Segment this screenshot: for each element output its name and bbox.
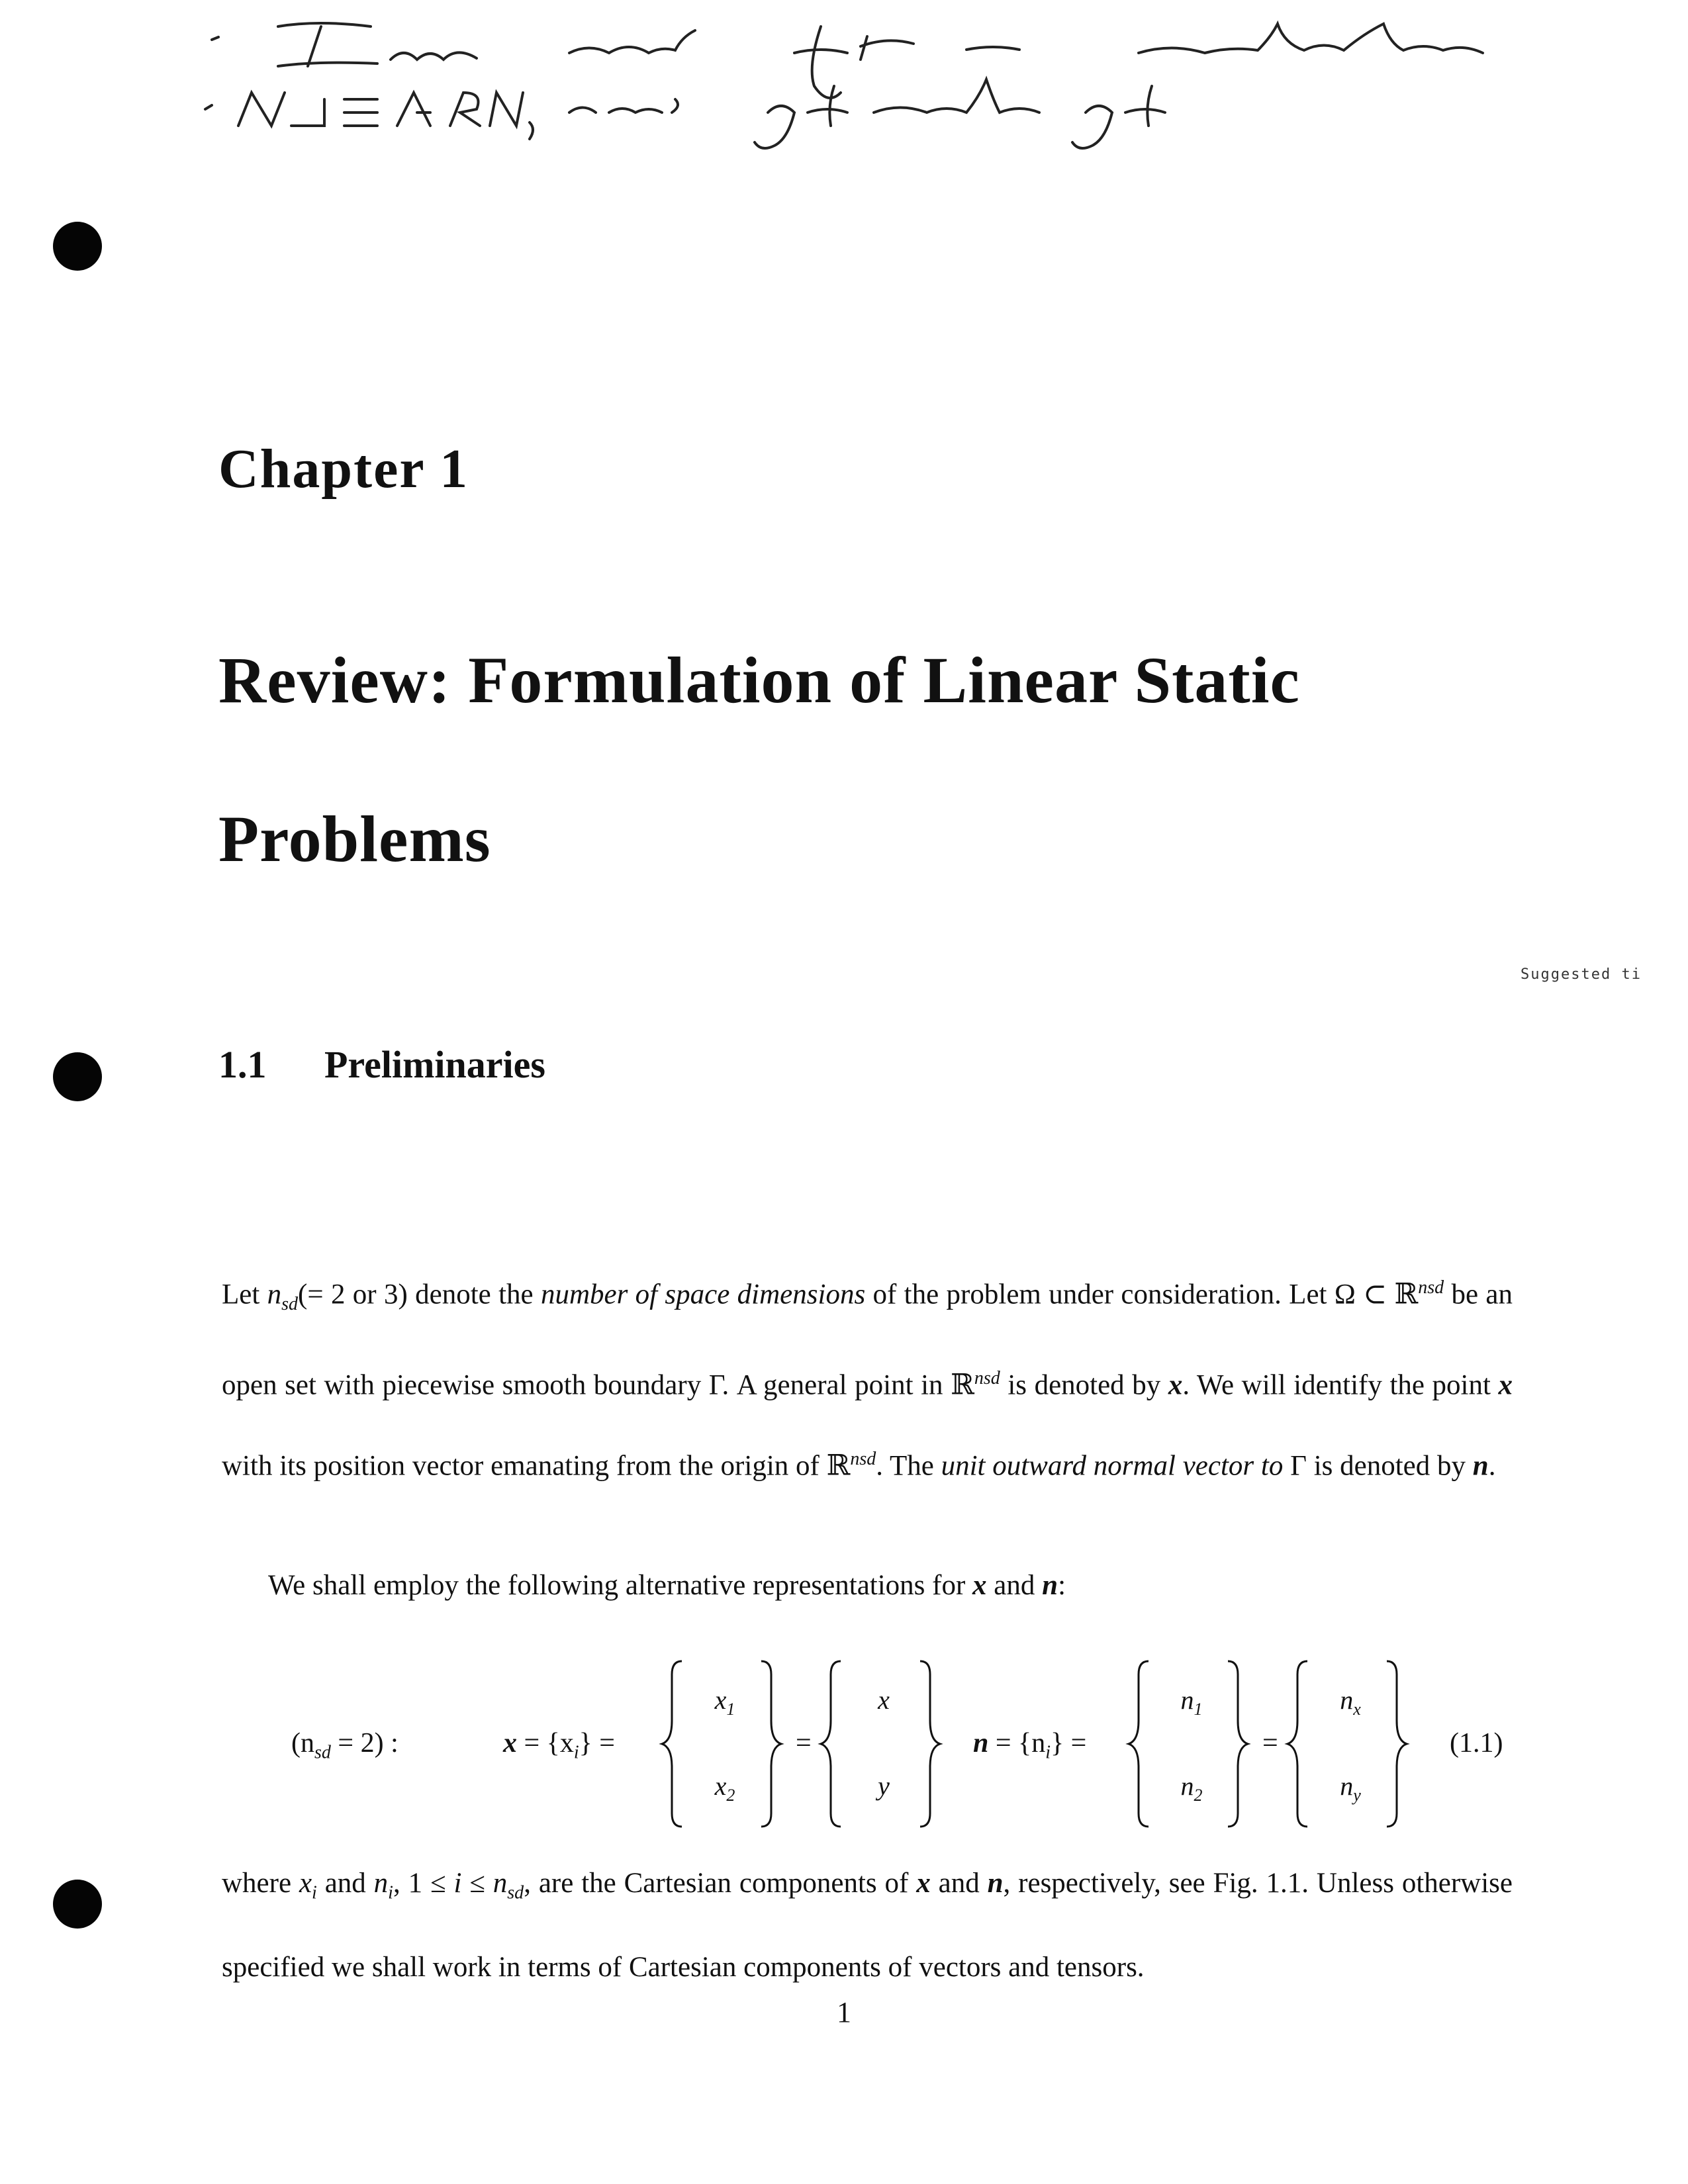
- margin-note: Suggested ti: [1521, 966, 1642, 983]
- section-title: Preliminaries: [324, 1043, 545, 1086]
- punch-hole-middle: [53, 1052, 102, 1101]
- punch-hole-top: [53, 222, 102, 271]
- equation-n-definition: $n = \{n_i\}$ =: [973, 1728, 1087, 1763]
- section-number: 1.1: [218, 1043, 267, 1086]
- n-col2-bottom: $n_y$: [1340, 1771, 1361, 1805]
- equation-x-definition: $x = \{x_i\}$ =: [503, 1728, 615, 1763]
- n-col1-top: $n_1$: [1180, 1685, 1203, 1719]
- paragraph-space-dimensions: Let $n_{sd}(= 2$ or 3) denote the number of space dimensions of the problem under consideration. Let Ω ⊂ ℝ$^{nsd}$ be an open set with piecewise smooth boundary Γ. A general point in ℝ$^{nsd}$ is denoted by x. We will identify the point x with its position vector emanating from the origin of ℝ$^{nsd}$. The unit outward normal vector to Γ is denoted by n.: [222, 1277, 1513, 1482]
- section-heading: [218, 1042, 545, 1087]
- handwritten-annotation: [199, 13, 1556, 165]
- x-col2-bottom: y: [878, 1771, 890, 1801]
- punch-hole-bottom: [53, 1880, 102, 1929]
- equation-equals-1: =: [796, 1728, 812, 1758]
- x-col2-top: x: [878, 1685, 890, 1715]
- chapter-label: Chapter 1: [218, 438, 469, 500]
- paragraph-cartesian-components: where $x_i$ and $n_i$, $1 \le i \le n_{sd}$, are the Cartesian components of x and n, respectively, see Fig. 1.1. Unless otherwise specified we shall work in terms of Cartesian components of vectors and tensors.: [222, 1868, 1513, 1983]
- page-number: 1: [837, 1996, 851, 2028]
- n-col1-bottom: $n_2$: [1180, 1771, 1203, 1805]
- x-col1-bottom: $x_2$: [714, 1771, 735, 1805]
- chapter-title-line-2: Problems: [218, 802, 491, 876]
- equation-1-1: [218, 1655, 1529, 1833]
- equation-condition: $(n_{sd} = 2)$ :: [291, 1728, 399, 1763]
- equation-number: (1.1): [1450, 1728, 1503, 1758]
- x-col1-top: $x_1$: [714, 1685, 735, 1719]
- chapter-title-line-1: Review: Formulation of Linear Static: [218, 643, 1300, 717]
- paragraph-representations: We shall employ the following alternative representations for x and n:: [268, 1570, 1066, 1601]
- n-col2-top: $n_x$: [1340, 1685, 1361, 1719]
- equation-equals-2: =: [1262, 1728, 1278, 1758]
